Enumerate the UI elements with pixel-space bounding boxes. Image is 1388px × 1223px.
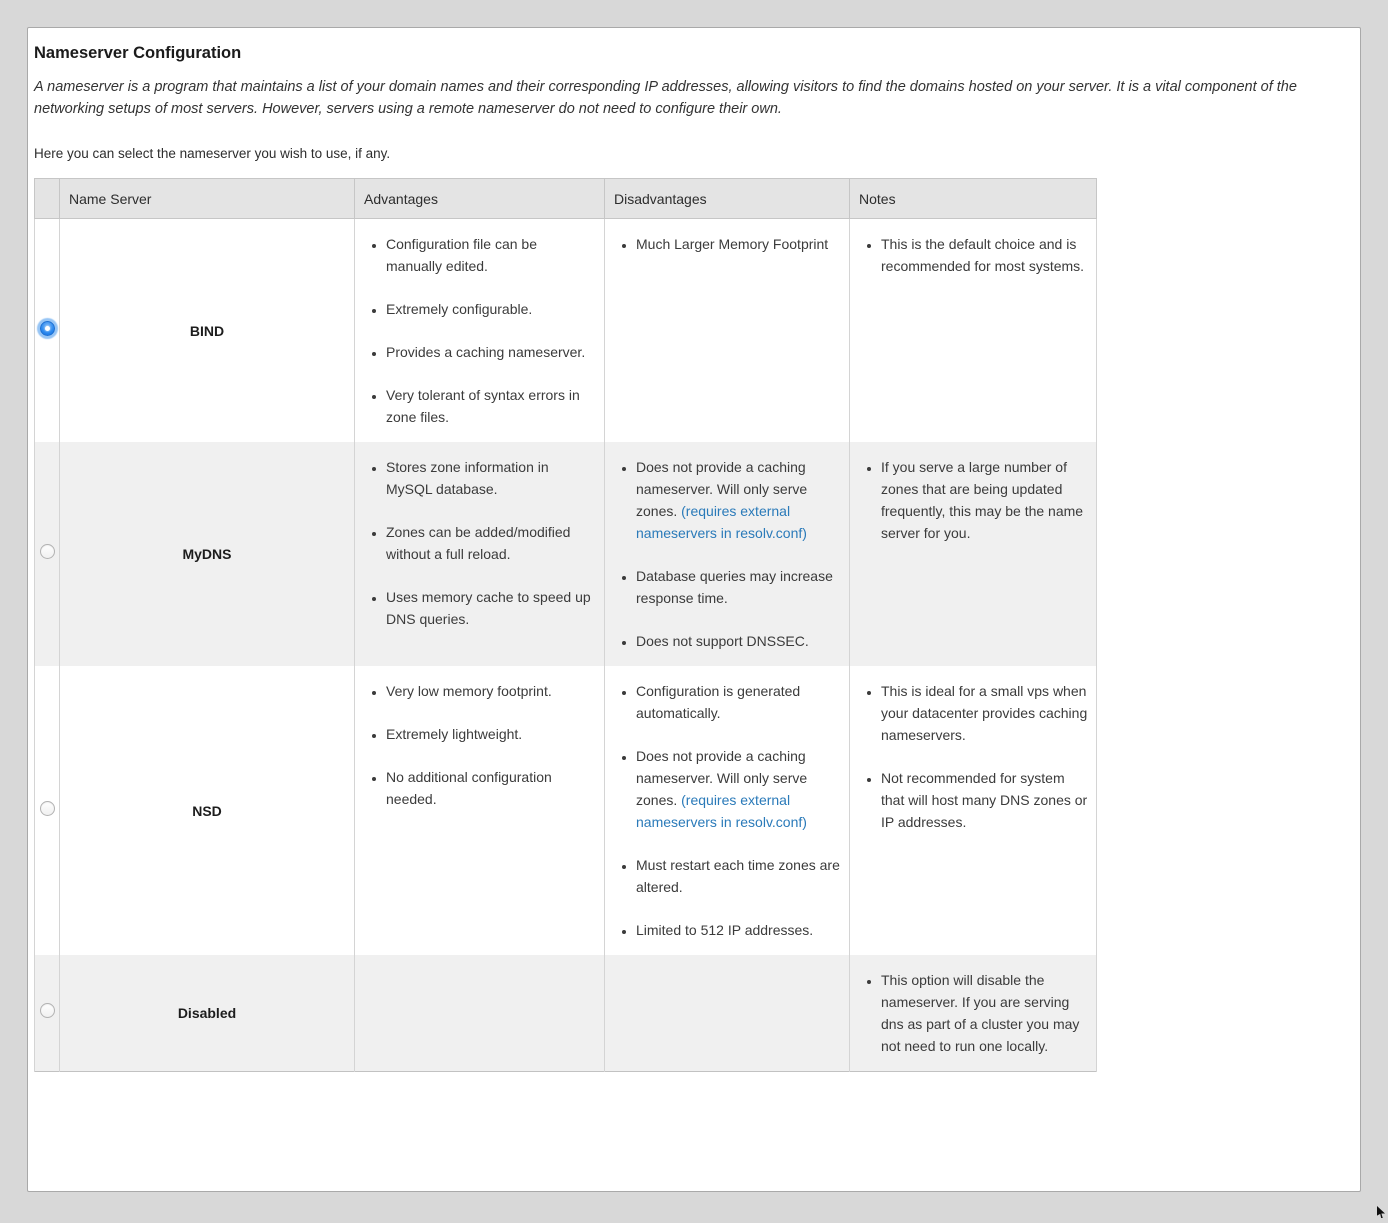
disadvantages-cell-bind <box>605 219 850 443</box>
notes-list <box>850 233 1088 277</box>
nameserver-row-nsd <box>35 666 1097 955</box>
column-header-name-server: Name Server <box>60 179 355 219</box>
advantages-item-text: Extremely lightweight. <box>386 726 523 742</box>
nameserver-name-nsd: NSD <box>60 666 355 955</box>
advantages-item <box>386 233 596 277</box>
intro-paragraph: A nameserver is a program that maintains a list of your domain names and their corresponding IP addresses, allowing visitors to find the domains hosted on your server. It is a vital component of the networking setups of most servers. However, servers using a remote nameserver do not need to configure their own. <box>34 79 1297 117</box>
notes-item <box>881 233 1088 277</box>
notes-list <box>850 680 1088 833</box>
nameserver-name-mydns: MyDNS <box>60 442 355 666</box>
notes-item-text: If you serve a large number of zones that are being updated frequently, this may be the name server for you. <box>881 459 1084 541</box>
nameserver-row-mydns <box>35 442 1097 666</box>
disadvantages-cell-nsd <box>605 666 850 955</box>
resolv-conf-link[interactable]: (requires external nameservers in resolv.conf) <box>636 792 807 830</box>
select-prompt: Here you can select the nameserver you wish to use, if any. <box>34 146 391 161</box>
disadvantages-item <box>636 745 841 833</box>
disadvantages-item <box>636 854 841 898</box>
disadvantages-item <box>636 456 841 544</box>
notes-item-text: This is the default choice and is recommended for most systems. <box>881 236 1085 274</box>
disadvantages-item-text: Much Larger Memory Footprint <box>636 236 829 252</box>
page-title: Nameserver Configuration <box>34 44 242 62</box>
advantages-item <box>386 521 596 565</box>
radio-dot-icon <box>45 326 50 331</box>
disadvantages-cell-disabled <box>605 955 850 1072</box>
advantages-item-text: No additional configuration needed. <box>386 769 552 807</box>
disadvantages-cell-mydns <box>605 442 850 666</box>
advantages-item-text: Stores zone information in MySQL database. <box>386 459 549 497</box>
advantages-item-text: Provides a caching nameserver. <box>386 344 586 360</box>
disadvantages-item <box>636 233 841 255</box>
advantages-item <box>386 456 596 500</box>
disadvantages-item <box>636 630 841 652</box>
advantages-list <box>355 456 596 630</box>
notes-item-text: This option will disable the nameserver. If you are serving dns as part of a cluster you may not need to run one locally. <box>881 972 1080 1054</box>
radio-nsd[interactable] <box>40 801 55 816</box>
table-header-row <box>35 179 1097 219</box>
advantages-cell-disabled <box>355 955 605 1072</box>
column-header-disadvantages: Disadvantages <box>605 179 850 219</box>
advantages-cell-mydns <box>355 442 605 666</box>
disadvantages-item-text: Limited to 512 IP addresses. <box>636 922 814 938</box>
notes-list <box>850 969 1088 1057</box>
advantages-item <box>386 680 596 702</box>
advantages-list <box>355 680 596 810</box>
advantages-item <box>386 298 596 320</box>
advantages-list <box>355 233 596 428</box>
disadvantages-item <box>636 919 841 941</box>
notes-cell-mydns <box>850 442 1097 666</box>
nameserver-row-disabled <box>35 955 1097 1072</box>
column-header-notes: Notes <box>850 179 1097 219</box>
notes-item <box>881 456 1088 544</box>
nameserver-name-disabled: Disabled <box>60 955 355 1072</box>
advantages-item-text: Configuration file can be manually edited. <box>386 236 537 274</box>
advantages-item-text: Extremely configurable. <box>386 301 533 317</box>
disadvantages-list <box>605 233 841 255</box>
disadvantages-item-text: Does not support DNSSEC. <box>636 633 809 649</box>
advantages-item-text: Very low memory footprint. <box>386 683 552 699</box>
disadvantages-item <box>636 680 841 724</box>
advantages-item-text: Uses memory cache to speed up DNS queries. <box>386 589 591 627</box>
disadvantages-item-text: Must restart each time zones are altered. <box>636 857 840 895</box>
radio-cell-disabled <box>35 955 60 1072</box>
radio-bind-selected[interactable] <box>40 321 55 336</box>
disadvantages-item-text: Database queries may increase response time. <box>636 568 833 606</box>
nameserver-table <box>34 178 1097 1072</box>
resolv-conf-link[interactable]: (requires external nameservers in resolv.conf) <box>636 503 807 541</box>
radio-cell-bind <box>35 219 60 443</box>
advantages-item <box>386 341 596 363</box>
disadvantages-list <box>605 456 841 652</box>
notes-cell-nsd <box>850 666 1097 955</box>
disadvantages-item <box>636 565 841 609</box>
advantages-item <box>386 384 596 428</box>
disadvantages-list <box>605 680 841 941</box>
advantages-item-text: Very tolerant of syntax errors in zone files. <box>386 387 580 425</box>
nameserver-row-bind <box>35 219 1097 443</box>
radio-mydns[interactable] <box>40 544 55 559</box>
notes-list <box>850 456 1088 544</box>
notes-item <box>881 767 1088 833</box>
nameserver-name-bind: BIND <box>60 219 355 443</box>
radio-cell-nsd <box>35 666 60 955</box>
disadvantages-item-text: Does not provide a caching nameserver. Will only serve zones. <box>636 459 808 519</box>
column-header-radio <box>35 179 60 219</box>
notes-cell-disabled <box>850 955 1097 1072</box>
notes-item-text: This is ideal for a small vps when your datacenter provides caching nameservers. <box>881 683 1088 743</box>
notes-item-text: Not recommended for system that will host many DNS zones or IP addresses. <box>881 770 1088 830</box>
notes-cell-bind <box>850 219 1097 443</box>
advantages-item <box>386 586 596 630</box>
disadvantages-item-text: Does not provide a caching nameserver. Will only serve zones. <box>636 748 808 808</box>
advantages-item <box>386 766 596 810</box>
advantages-cell-bind <box>355 219 605 443</box>
column-header-advantages: Advantages <box>355 179 605 219</box>
advantages-item-text: Zones can be added/modified without a full reload. <box>386 524 571 562</box>
mouse-pointer-icon <box>1377 1206 1385 1218</box>
content-card <box>27 27 1361 1192</box>
notes-item <box>881 969 1088 1057</box>
radio-cell-mydns <box>35 442 60 666</box>
disadvantages-item-text: Configuration is generated automatically. <box>636 683 801 721</box>
notes-item <box>881 680 1088 746</box>
radio-disabled[interactable] <box>40 1003 55 1018</box>
advantages-item <box>386 723 596 745</box>
advantages-cell-nsd <box>355 666 605 955</box>
